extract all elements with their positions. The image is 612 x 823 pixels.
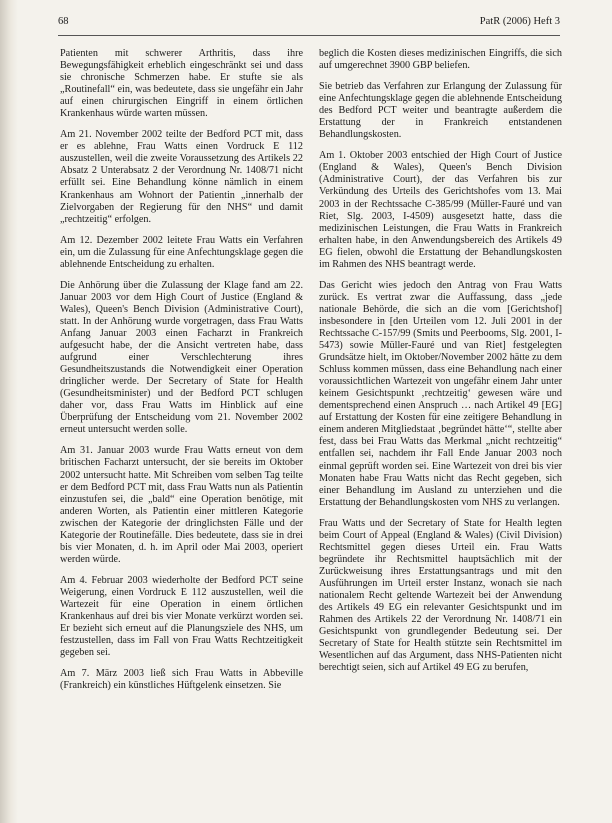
paragraph: Am 21. November 2002 teilte der Bedford PCT mit, dass er es ablehne, Frau Watts einen Vordruck E 112 auszustellen, weil die zweite Voraussetzung des Artikels 22 Absatz 2 Unterabsatz 2 der Verordnung Nr. 1408/71 nicht erfüllt sei. Eine Behandlung könne nämlich in einem Krankenhaus am Wohnort der Patientin „innerhalb der Zielvorgaben der Regierung für den NHS“ und damit „rechtzeitig“ erfolgen. (60, 129, 303, 225)
journal-reference: PatR (2006) Heft 3 (479, 16, 560, 27)
paragraph: Sie betrieb das Verfahren zur Erlangung der Zulassung für eine Anfechtungsklage gegen die ablehnende Entscheidung des Bedford PCT weiter und beantragte außerdem die Erstattung der in Frankreich entstandenen Behandlungskosten. (319, 81, 562, 141)
body-columns (60, 48, 562, 808)
paragraph: Am 31. Januar 2003 wurde Frau Watts erneut von dem britischen Facharzt untersucht, der sie bereits im Oktober 2002 untersucht hatte. Mit Schreiben vom selben Tag teilte er dem Bedford PCT mit, dass Frau Watts nun als Patientin einzustufen sei, die „bald“ eine Operation benötige, mit anderen Worten, als Patientin einer mittleren Kategorie zwischen der Kategorie der dringlichsten Fälle und der Kategorie der Routinefälle. Dies bedeutete, dass sie in drei bis vier Monaten, d. h. im April oder Mai 2003, operiert werden würde. (60, 445, 303, 565)
paragraph: Am 1. Oktober 2003 entschied der High Court of Justice (England & Wales), Queen's Bench Division (Administrative Court), der das Verfahren bis zur Verkündung des Urteils des Gerichtshofes vom 13. Mai 2003 in der Rechtssache C-385/99 (Müller-Fauré und van Riet, Slg. 2003, I-4509) ausgesetzt hatte, dass die medizinischen Leistungen, die Frau Watts in Frankreich erhalten habe, in den Anwendungsbereich des Artikels 49 EG fielen, obwohl die Erstattung der Behandlungskosten im Rahmen des NHS beantragt werde. (319, 150, 562, 270)
right-column (319, 48, 562, 808)
running-header (58, 16, 560, 32)
paragraph: Frau Watts und der Secretary of State for Health legten beim Court of Appeal (England & Wales) (Civil Division) Rechtsmittel gegen dieses Urteil ein. Frau Watts begründete ihr Rechtsmittel hauptsächlich mit der Zurückweisung ihres Erstattungsantrags und mit den Ausführungen im Urteil erster Instanz, wonach sie nach nationalem Recht geltende Wartezeit bei der Anwendung des Artikels 49 EG ein relevanter Gesichtspunkt und im Rahmen des Artikels 22 der Verordnung Nr. 1408/71 ein Gesichtspunkt von grundlegender Bedeutung sei. Der Secretary of State for Health stützte sein Rechtsmittel im Wesentlichen auf das Argument, dass NHS-Patienten nicht berechtigt seien, sich auf Artikel 49 EG zu berufen, (319, 517, 562, 674)
paragraph: Am 7. März 2003 ließ sich Frau Watts in Abbeville (Frankreich) ein künstliches Hüftgelenk einsetzen. Sie (60, 668, 303, 692)
left-column (60, 48, 303, 808)
paragraph: Das Gericht wies jedoch den Antrag von Frau Watts zurück. Es vertrat zwar die Auffassung, dass „jede nationale Behörde, die sich an die vom [Gerichtshof] insbesondere in [den Urteilen vom 12. Juli 2001 in der Rechtssache C-157/99 (Smits und Peerbooms, Slg. 2001, I-5473) sowie Müller-Fauré und van Riet] festgelegten Grundsätze hielt, im Oktober/November 2002 hätte zu dem Schluss kommen müssen, dass eine Behandlung nach einer voraussichtlichen Wartezeit von ungefähr einem Jahr unter keinem Gesichtspunkt ‚rechtzeitig‘ gewesen wäre und dementsprechend einen Anspruch … nach Artikel 49 [EG] auf Erstattung der Kosten für eine zeitigere Behandlung in einem anderen Mitgliedstaat ‚begründet hätte‘“, stellte aber fest, dass bei Frau Watts das Merkmal „nicht rechtzeitig“ entfallen sei, nachdem ihr Fall Ende Januar 2003 noch einmal geprüft worden sei. Eine Wartezeit von drei bis vier Monaten habe Frau Watts nicht das Recht gegeben, sich einer Behandlung im Ausland zu unterziehen und die Erstattung der Behandlungskosten vom NHS zu verlangen. (319, 279, 562, 508)
page-number: 68 (58, 16, 69, 27)
paragraph: Am 12. Dezember 2002 leitete Frau Watts ein Verfahren ein, um die Zulassung für eine Anfechtungsklage gegen die ablehnende Entscheidung zu erhalten. (60, 234, 303, 270)
paragraph: Die Anhörung über die Zulassung der Klage fand am 22. Januar 2003 vor dem High Court of Justice (England & Wales), Queen's Bench Division (Administrative Court), statt. In der Anhörung wurde vorgetragen, dass Frau Watts Anfang Januar 2003 einen Facharzt in Frankreich aufgesucht habe, der die Ansicht vertreten habe, dass aufgrund einer Verschlechterung ihres Gesundheitszustands die Notwendigkeit einer Operation dringlicher werde. Der Secretary of State for Health (Gesundheitsminister) und der Bedford PCT schlugen daher vor, dass Frau Watts im Hinblick auf eine Überprüfung der Entscheidung vom 21. November 2002 erneut untersucht werden solle. (60, 279, 303, 436)
paragraph: Am 4. Februar 2003 wiederholte der Bedford PCT seine Weigerung, einen Vordruck E 112 auszustellen, weil die Wartezeit für eine Operation in einem örtlichen Krankenhaus auf drei bis vier Monate verkürzt worden sei. Er bezieht sich erneut auf die Planungsziele des NHS, um festzustellen, dass im Fall von Frau Watts Rechtzeitigkeit gegeben sei. (60, 574, 303, 659)
page-binding-shadow (0, 0, 18, 823)
paragraph: beglich die Kosten dieses medizinischen Eingriffs, die sich auf umgerechnet 3900 GBP beliefen. (319, 48, 562, 72)
header-rule (58, 35, 560, 36)
paragraph: Patienten mit schwerer Arthritis, dass ihre Bewegungsfähigkeit erheblich eingeschränkt sei und dass sie chronische Schmerzen habe. Er stufte sie als „Routinefall“ ein, was bedeutete, dass sie ungefähr ein Jahr auf einen chirurgischen Eingriff in einem örtlichen Krankenhaus würde warten müssen. (60, 48, 303, 120)
